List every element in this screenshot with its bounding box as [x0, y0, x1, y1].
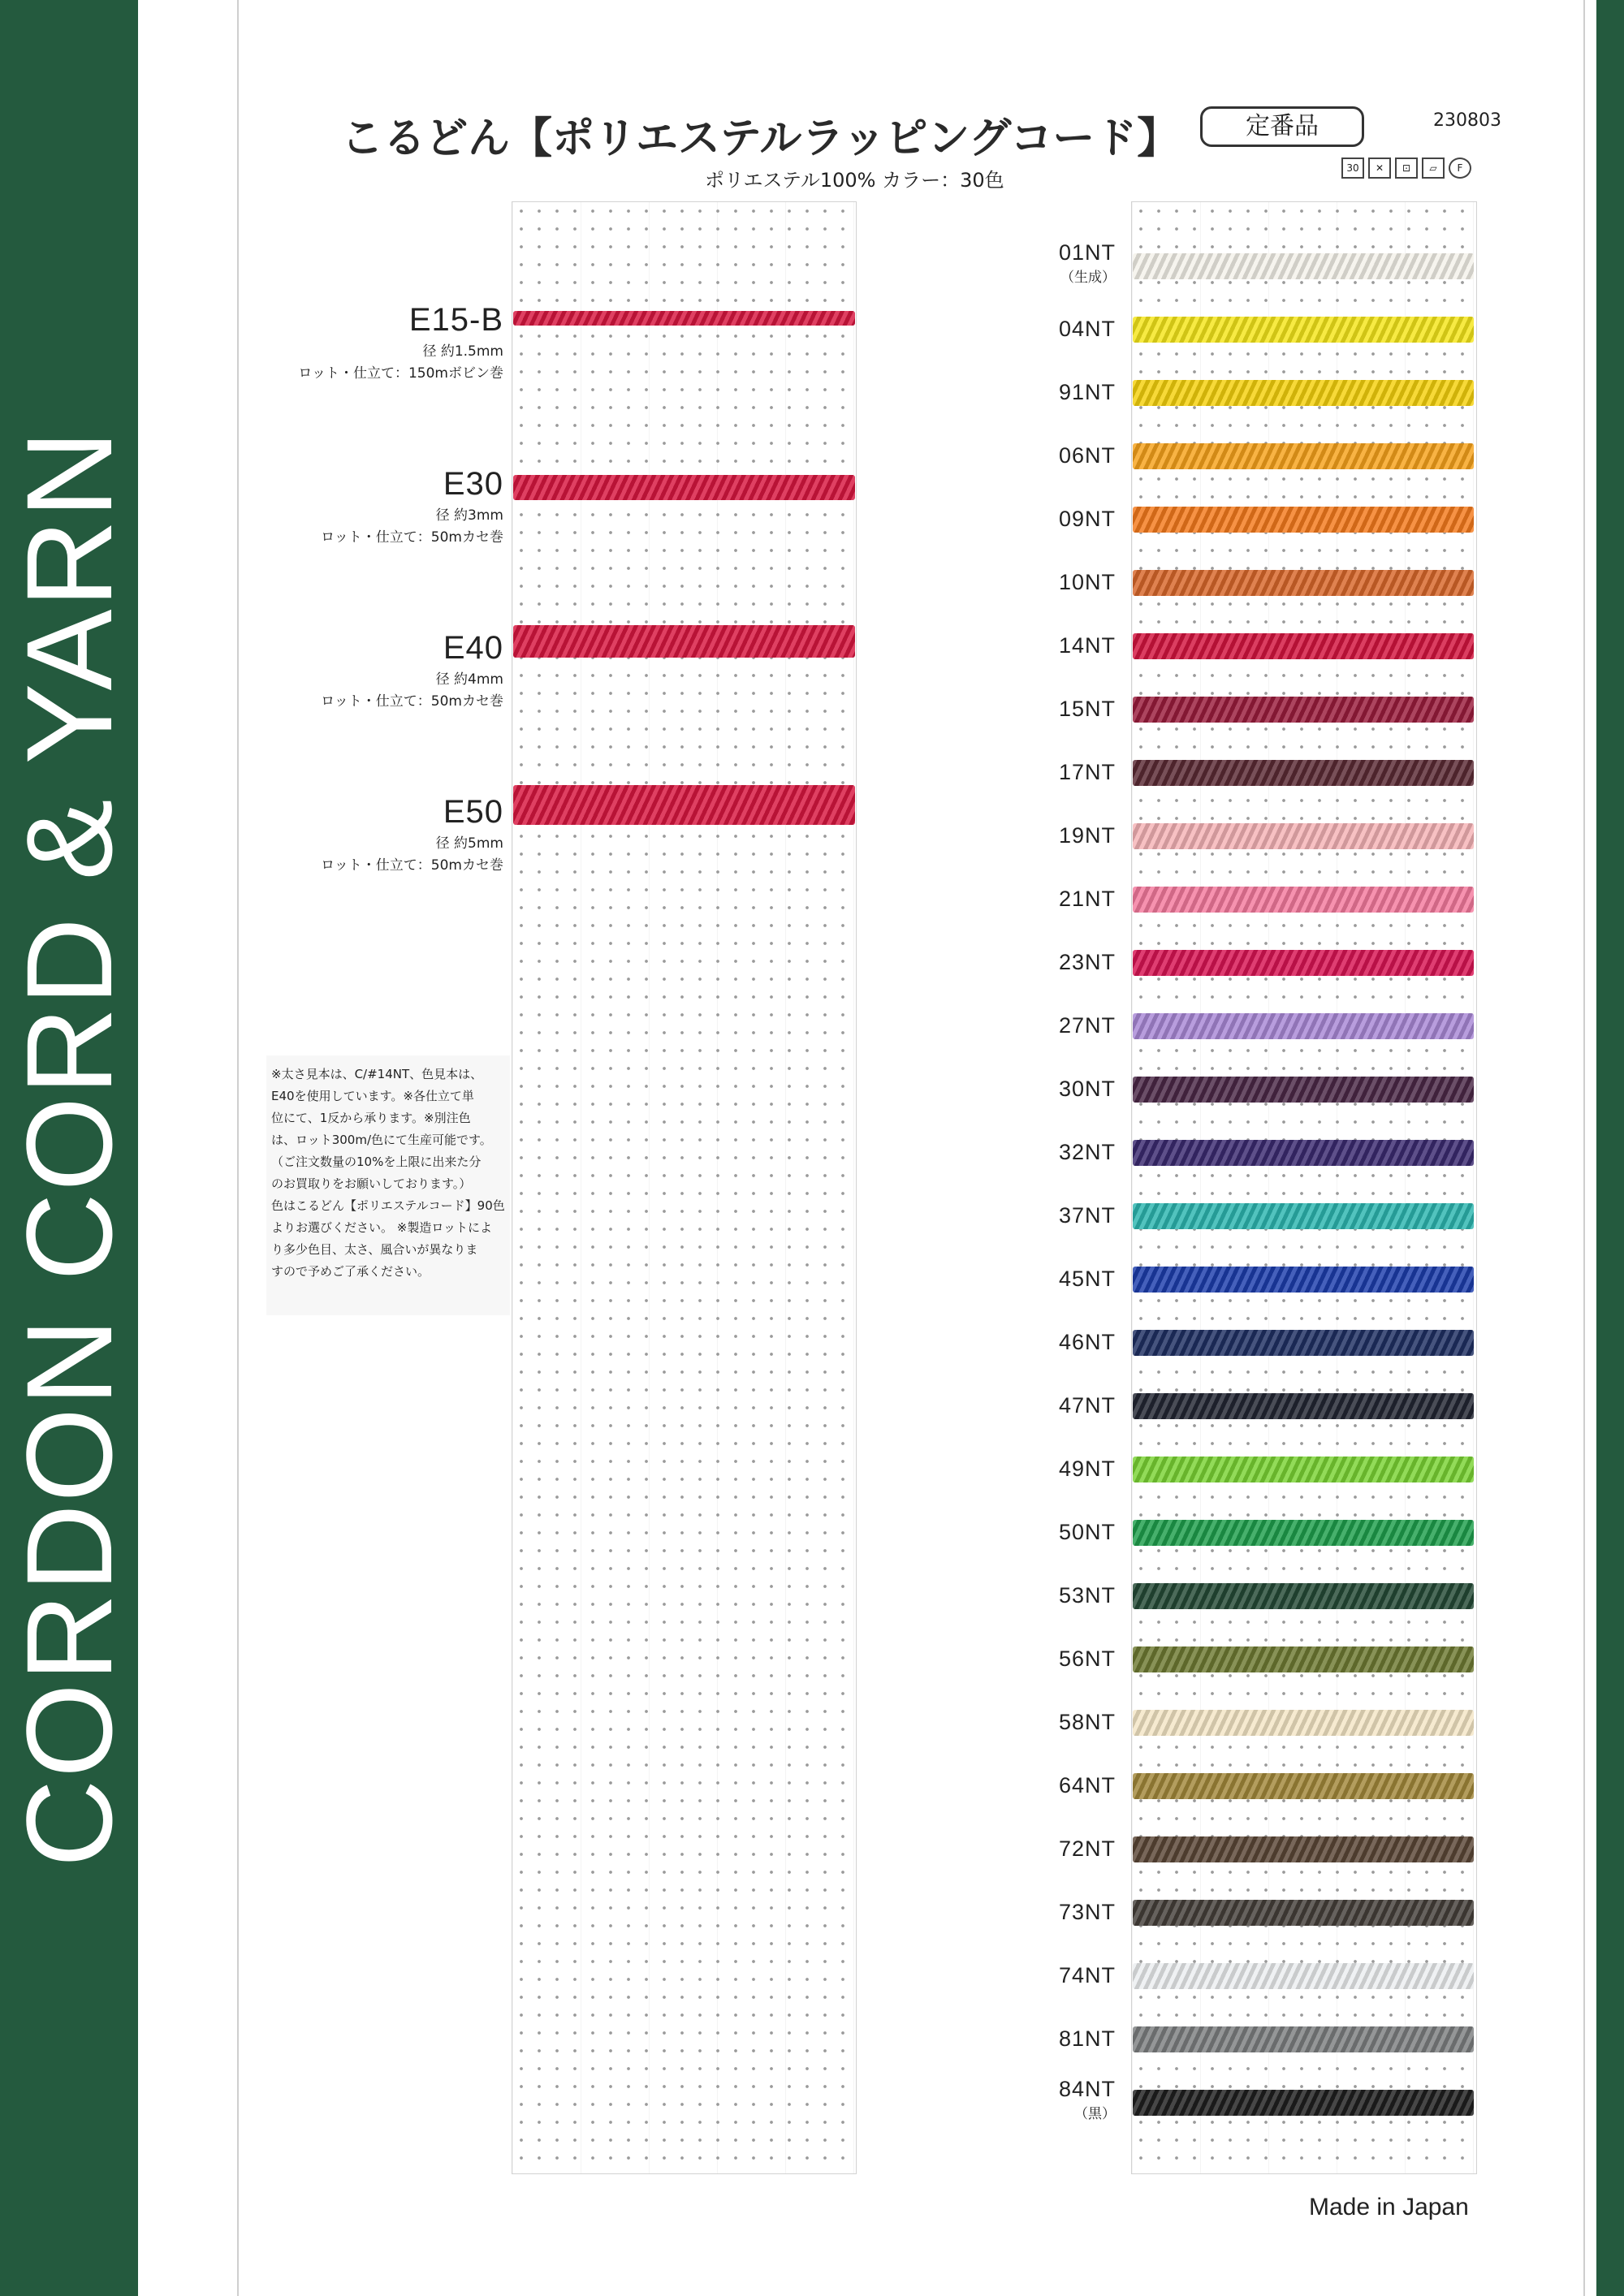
color-cord-swatch	[1133, 1077, 1474, 1103]
color-code: 58NT	[1058, 1710, 1116, 1734]
size-diameter: 径 約4mm	[435, 671, 503, 688]
color-code: 30NT	[1058, 1077, 1116, 1101]
color-cord-swatch	[1133, 1646, 1474, 1672]
size-cord-sample	[513, 311, 855, 326]
note-line: のお買取りをお願いしております。）	[271, 1176, 472, 1191]
color-code: 91NT	[1058, 380, 1116, 404]
color-cord-swatch	[1133, 317, 1474, 343]
made-in-label: Made in Japan	[1309, 2194, 1469, 2220]
note-line: ※太さ見本は、C/#14NT、色見本は、	[271, 1067, 483, 1081]
left-green-band	[0, 0, 138, 2296]
color-code: 09NT	[1058, 507, 1116, 531]
color-cord-swatch	[1133, 697, 1474, 723]
color-code: 37NT	[1058, 1203, 1116, 1228]
color-cord-swatch	[1133, 1267, 1474, 1293]
note-line: は、ロット300m/色にて生産可能です。	[271, 1133, 492, 1147]
color-cord-swatch	[1133, 380, 1474, 406]
color-code: 15NT	[1058, 697, 1116, 721]
color-cord-swatch	[1133, 823, 1474, 849]
color-code: 17NT	[1058, 760, 1116, 784]
color-code: 72NT	[1058, 1836, 1116, 1861]
note-line: 色はこるどん【ポリエステルコード】90色	[271, 1198, 505, 1213]
size-lot: ロット・仕立て：50mカセ巻	[321, 693, 503, 710]
color-code: 23NT	[1058, 950, 1116, 974]
color-code: 74NT	[1058, 1963, 1116, 1987]
color-code: 56NT	[1058, 1646, 1116, 1671]
color-code: 73NT	[1058, 1900, 1116, 1924]
color-code: 32NT	[1058, 1140, 1116, 1164]
color-code: 14NT	[1058, 633, 1116, 658]
order-notes	[266, 1055, 510, 1315]
note-line: E40を使用しています。※各仕立て単	[271, 1089, 474, 1103]
document-code: 230803	[1433, 110, 1501, 131]
color-cord-swatch	[1133, 570, 1474, 596]
size-cord-sample	[513, 475, 855, 500]
material-subtitle: ポリエステル100% カラー：30色	[705, 169, 1004, 192]
color-code: 81NT	[1058, 2026, 1116, 2051]
color-cord-swatch	[1133, 443, 1474, 469]
care-symbols	[1341, 158, 1471, 179]
size-cord-sample	[513, 785, 855, 825]
size-diameter: 径 約1.5mm	[422, 343, 503, 360]
color-code: 19NT	[1058, 823, 1116, 848]
size-lot: ロット・仕立て：50mカセ巻	[321, 529, 503, 546]
color-cord-swatch	[1133, 760, 1474, 786]
size-code: E50	[443, 794, 503, 830]
color-cord-swatch	[1133, 1773, 1474, 1799]
size-code: E30	[443, 466, 503, 502]
color-cord-swatch	[1133, 1457, 1474, 1482]
color-code: 45NT	[1058, 1267, 1116, 1291]
color-code: 27NT	[1058, 1013, 1116, 1038]
color-note: （黒）	[1074, 2106, 1116, 2122]
color-code: 53NT	[1058, 1583, 1116, 1608]
color-cord-swatch	[1133, 1203, 1474, 1229]
color-cord-swatch	[1133, 1520, 1474, 1546]
note-line: すので予めご了承ください。	[271, 1264, 430, 1279]
color-cord-swatch	[1133, 1393, 1474, 1419]
color-code: 21NT	[1058, 887, 1116, 911]
color-sample-panel	[1131, 201, 1477, 2174]
size-lot: ロット・仕立て：150mボビン巻	[298, 365, 503, 382]
page-title: こるどん【ポリエステルラッピングコード】	[341, 114, 1180, 163]
color-note: （生成）	[1060, 270, 1116, 286]
note-line: よりお選びください。 ※製造ロットによ	[271, 1220, 493, 1235]
color-code: 01NT	[1058, 240, 1116, 265]
color-code: 47NT	[1058, 1393, 1116, 1418]
color-cord-swatch	[1133, 1140, 1474, 1166]
size-code: E40	[443, 630, 503, 666]
color-code: 46NT	[1058, 1330, 1116, 1354]
color-cord-swatch	[1133, 1013, 1474, 1039]
color-code: 64NT	[1058, 1773, 1116, 1798]
size-code: E15-B	[408, 302, 503, 338]
color-cord-swatch	[1133, 1900, 1474, 1926]
no-bleach-icon: ✕	[1368, 158, 1391, 179]
dry-clean-f-icon: F	[1449, 158, 1471, 179]
color-cord-swatch	[1133, 887, 1474, 913]
standard-item-badge: 定番品	[1200, 106, 1364, 147]
color-cord-swatch	[1133, 507, 1474, 533]
color-cord-swatch	[1133, 1710, 1474, 1736]
color-cord-swatch	[1133, 950, 1474, 976]
color-cord-swatch	[1133, 1330, 1474, 1356]
color-cord-swatch	[1133, 1836, 1474, 1862]
wash-30-icon: 30	[1341, 158, 1364, 179]
color-cord-swatch	[1133, 253, 1474, 279]
color-code: 50NT	[1058, 1520, 1116, 1544]
color-code: 84NT	[1058, 2077, 1116, 2101]
size-diameter: 径 約5mm	[435, 835, 503, 852]
color-code: 10NT	[1058, 570, 1116, 594]
color-cord-swatch	[1133, 2090, 1474, 2116]
note-line: り多少色目、太さ、風合いが異なりま	[271, 1242, 478, 1257]
size-lot: ロット・仕立て：50mカセ巻	[321, 857, 503, 874]
tumble-dry-icon: ⊡	[1395, 158, 1418, 179]
right-green-band	[1596, 0, 1624, 2296]
color-cord-swatch	[1133, 2026, 1474, 2052]
note-line: （ご注文数量の10%を上限に出来た分	[271, 1154, 482, 1169]
note-line: 位にて、1反から承ります。※別注色	[271, 1111, 471, 1125]
color-code: 04NT	[1058, 317, 1116, 341]
color-cord-swatch	[1133, 633, 1474, 659]
color-cord-swatch	[1133, 1583, 1474, 1609]
size-diameter: 径 約3mm	[435, 507, 503, 524]
spine-title: CORDON CORD & YARN	[1, 428, 137, 1868]
color-cord-swatch	[1133, 1963, 1474, 1989]
color-code: 06NT	[1058, 443, 1116, 468]
color-code: 49NT	[1058, 1457, 1116, 1481]
size-cord-sample	[513, 625, 855, 658]
iron-icon: ▱	[1422, 158, 1445, 179]
